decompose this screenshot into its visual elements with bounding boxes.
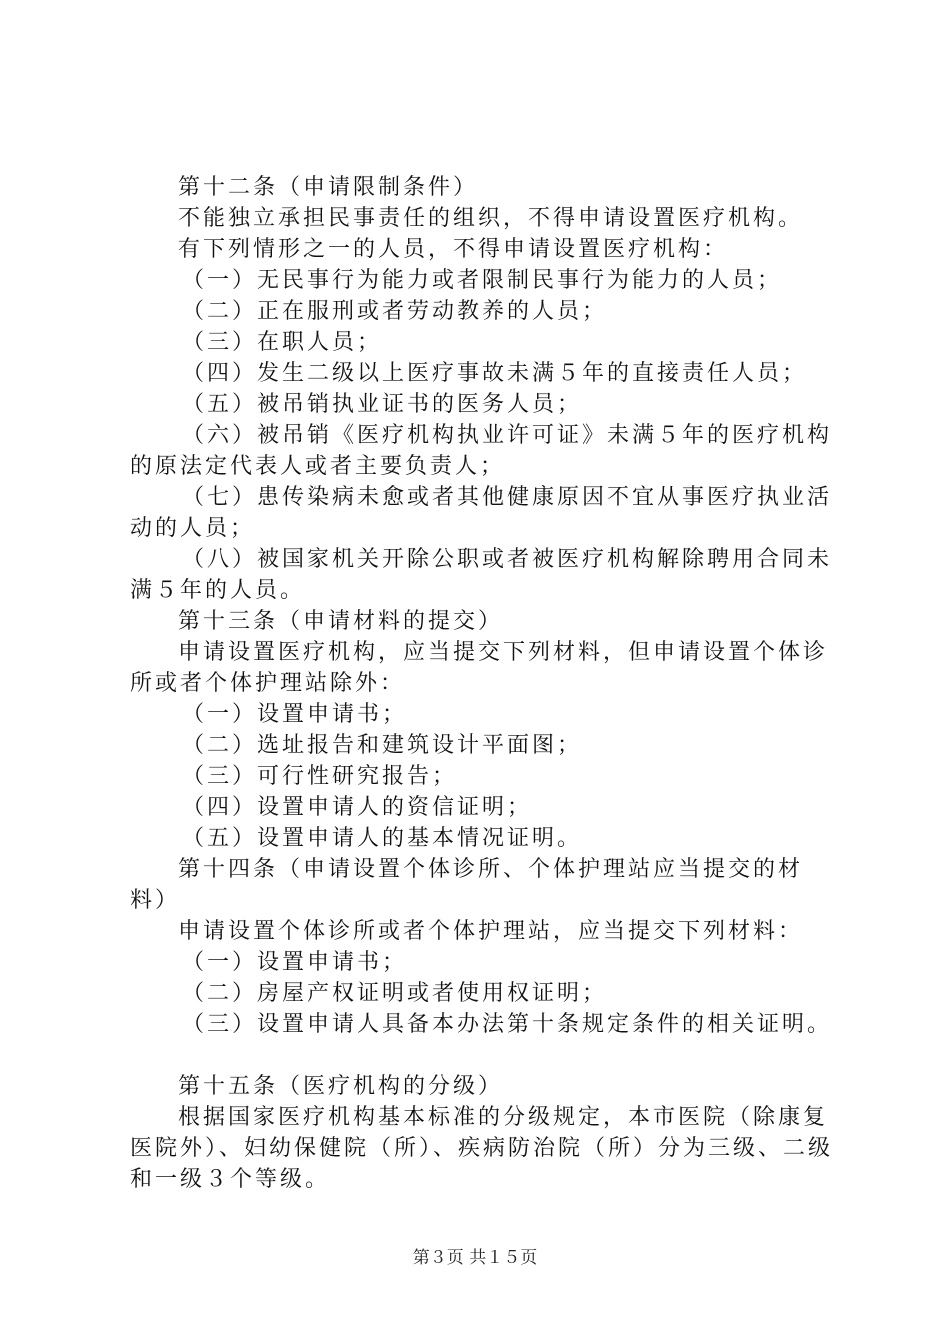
paragraph: 申请设置医疗机构，应当提交下列材料，但申请设置个体诊所或者个体护理站除外： (130, 640, 829, 696)
list-item: （二）正在服刑或者劳动教养的人员； (182, 299, 608, 324)
article-13-heading: 第十三条（申请材料的提交） (178, 609, 504, 634)
list-item: （七）患传染病未愈或者其他健康原因不宜从事医疗执业活动的人员； (130, 485, 833, 541)
document-body (130, 172, 835, 1195)
list-item: （六）被吊销《医疗机构执业许可证》未满５年的医疗机构的原法定代表人或者主要负责人； (130, 423, 833, 479)
paragraph: 不能独立承担民事责任的组织，不得申请设置医疗机构。 (178, 206, 804, 231)
list-item: （三）在职人员； (182, 330, 383, 355)
list-item: （三）可行性研究报告； (182, 764, 458, 789)
article-14-heading: 第十四条（申请设置个体诊所、个体护理站应当提交的材料） (130, 857, 804, 913)
blank-line (130, 1040, 835, 1071)
article-15-heading: 第十五条（医疗机构的分级） (178, 1074, 504, 1099)
paragraph: 申请设置个体诊所或者个体护理站，应当提交下列材料： (178, 919, 804, 944)
list-item: （二）选址报告和建筑设计平面图； (182, 733, 583, 758)
list-item: （一）设置申请书； (182, 702, 408, 727)
list-item: （四）设置申请人的资信证明； (182, 795, 533, 820)
paragraph: 根据国家医疗机构基本标准的分级规定，本市医院（除康复医院外）、妇幼保健院（所）、疾病防治院（所）分为三级、二级和一级３个等级。 (130, 1105, 834, 1192)
list-item: （二）房屋产权证明或者使用权证明； (182, 981, 608, 1006)
list-item: （三）设置申请人具备本办法第十条规定条件的相关证明。 (182, 1012, 833, 1037)
article-12-heading: 第十二条（申请限制条件） (178, 175, 479, 200)
list-item: （五）设置申请人的基本情况证明。 (182, 826, 583, 851)
list-item: （八）被国家机关开除公职或者被医疗机构解除聘用合同未满５年的人员。 (130, 547, 833, 603)
list-item: （五）被吊销执业证书的医务人员； (182, 392, 583, 417)
page-number: 第３页 共１５页 (412, 1248, 538, 1268)
list-item: （四）发生二级以上医疗事故未满５年的直接责任人员； (182, 361, 808, 386)
list-item: （一）设置申请书； (182, 950, 408, 975)
paragraph: 有下列情形之一的人员，不得申请设置医疗机构： (178, 237, 729, 262)
list-item: （一）无民事行为能力或者限制民事行为能力的人员； (182, 268, 783, 293)
